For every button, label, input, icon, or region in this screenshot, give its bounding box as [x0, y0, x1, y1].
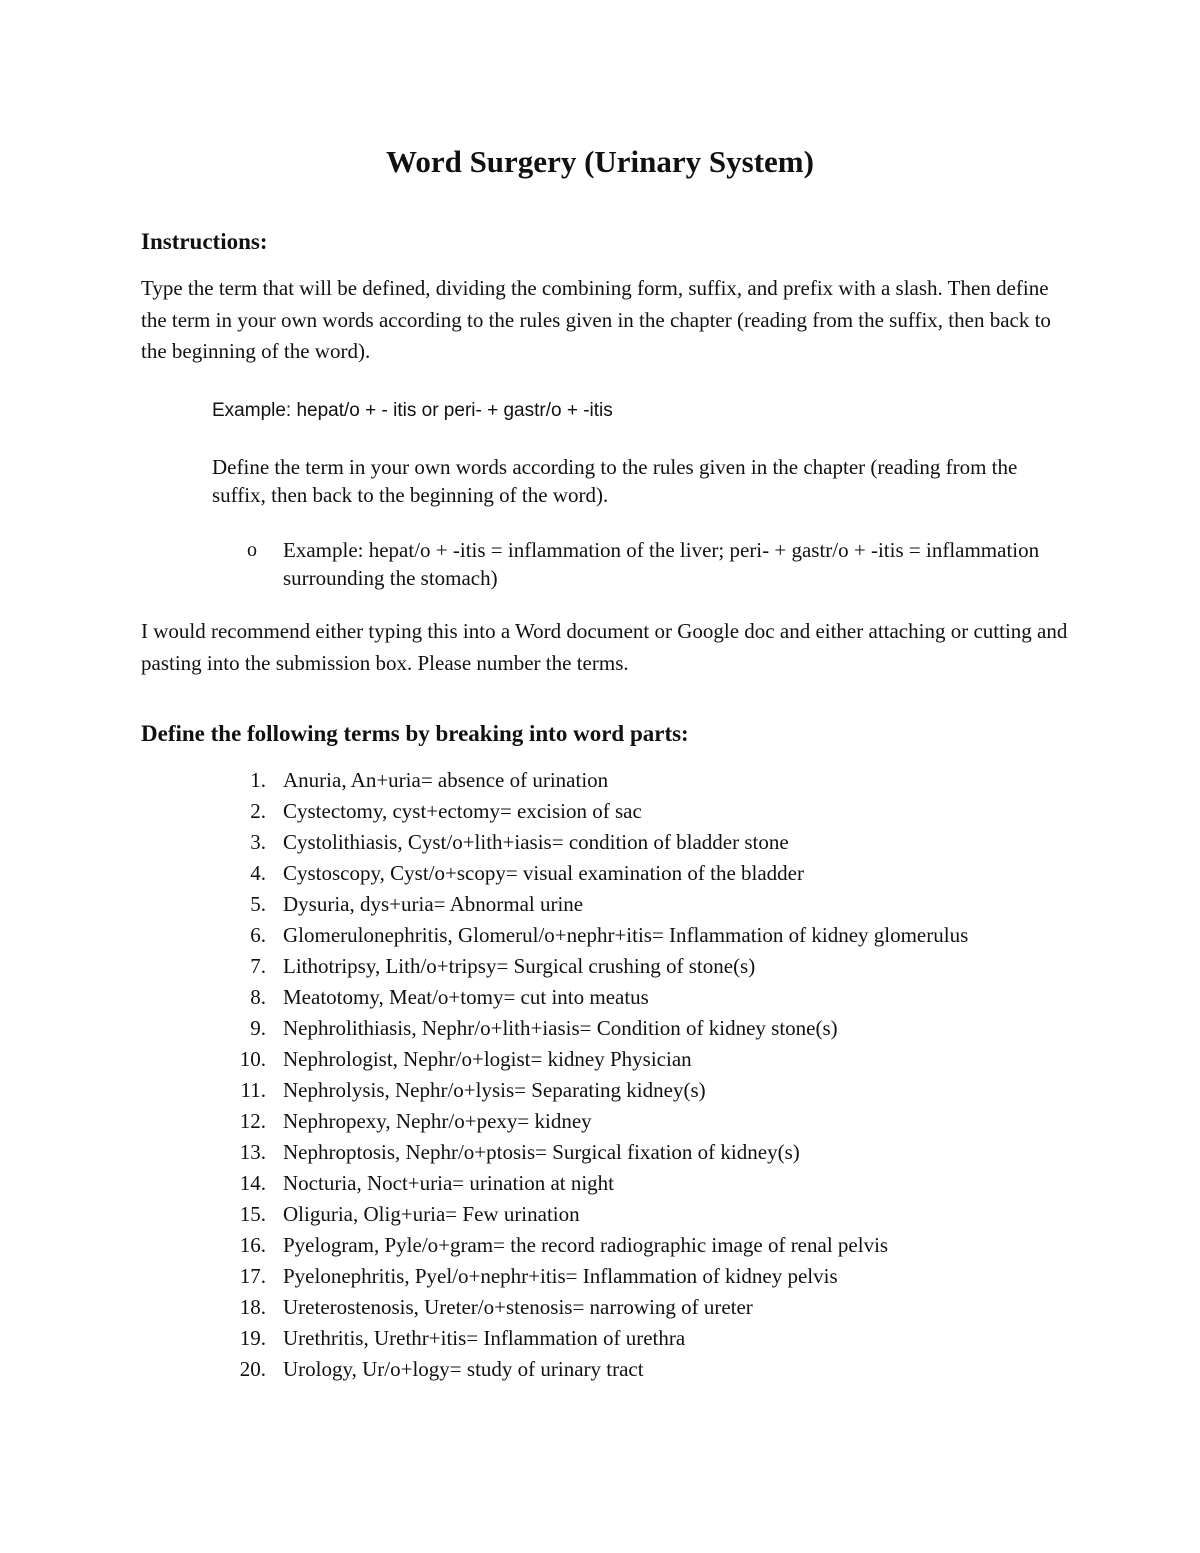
term-definition: Glomerulonephritis, Glomerul/o+nephr+itis= Inflammation of kidney glomerulus — [283, 923, 969, 947]
term-definition: Urology, Ur/o+logy= study of urinary tract — [283, 1357, 644, 1381]
terms-heading: Define the following terms by breaking into word parts: — [141, 721, 689, 746]
term-definition: Ureterostenosis, Ureter/o+stenosis= narrowing of ureter — [283, 1295, 753, 1319]
term-number: 18. — [239, 1295, 266, 1319]
term-definition: Meatotomy, Meat/o+tomy= cut into meatus — [283, 985, 649, 1009]
list-item — [0, 951, 1200, 982]
list-item — [0, 1354, 1200, 1385]
term-number: 7. — [250, 954, 266, 978]
list-item — [0, 1168, 1200, 1199]
recommendation-paragraph: I would recommend either typing this into a Word document or Google doc and either attaching or cutting and pasting into the submission box. Please number the terms. — [141, 619, 1068, 675]
bullet-marker: o — [247, 539, 257, 561]
instructions-paragraph: Type the term that will be defined, dividing the combining form, suffix, and prefix with a slash. Then define the term in your own words according to the rules given in the chapter (reading from the suffix, then back to the beginning of the word). — [141, 276, 1051, 363]
term-definition: Nephrologist, Nephr/o+logist= kidney Physician — [283, 1047, 692, 1071]
term-number: 19. — [239, 1326, 266, 1350]
term-number: 4. — [250, 861, 266, 885]
bullet-example: Example: hepat/o + -itis = inflammation of the liver; peri- + gastr/o + -itis = inflammation surrounding the stomach) — [283, 538, 1040, 590]
term-definition: Nephrolysis, Nephr/o+lysis= Separating kidney(s) — [283, 1078, 706, 1102]
term-definition: Urethritis, Urethr+itis= Inflammation of urethra — [283, 1326, 686, 1350]
term-definition: Cystolithiasis, Cyst/o+lith+iasis= condition of bladder stone — [283, 830, 789, 854]
term-number: 11. — [240, 1078, 266, 1102]
terms-list — [0, 765, 1200, 1385]
list-item — [0, 1199, 1200, 1230]
term-definition: Cystectomy, cyst+ectomy= excision of sac — [283, 799, 642, 823]
term-number: 13. — [239, 1140, 266, 1164]
list-item — [0, 1230, 1200, 1261]
example-line: Example: hepat/o + - itis or peri- + gastr/o + -itis — [212, 400, 613, 421]
list-item — [0, 889, 1200, 920]
list-item — [0, 982, 1200, 1013]
term-definition: Dysuria, dys+uria= Abnormal urine — [283, 892, 584, 916]
term-number: 15. — [239, 1202, 266, 1226]
define-instruction: Define the term in your own words according to the rules given in the chapter (reading from the suffix, then back to the beginning of the word). — [212, 455, 1018, 507]
term-number: 14. — [239, 1171, 266, 1195]
term-number: 1. — [250, 768, 266, 792]
term-definition: Oliguria, Olig+uria= Few urination — [283, 1202, 580, 1226]
term-definition: Pyelonephritis, Pyel/o+nephr+itis= Inflammation of kidney pelvis — [283, 1264, 838, 1288]
list-item — [0, 858, 1200, 889]
term-number: 6. — [250, 923, 266, 947]
term-definition: Pyelogram, Pyle/o+gram= the record radiographic image of renal pelvis — [283, 1233, 889, 1257]
list-item — [0, 1323, 1200, 1354]
list-item — [0, 1013, 1200, 1044]
list-item — [0, 1075, 1200, 1106]
list-item — [0, 920, 1200, 951]
term-number: 16. — [239, 1233, 266, 1257]
term-number: 17. — [239, 1264, 266, 1288]
list-item — [0, 1137, 1200, 1168]
list-item — [0, 796, 1200, 827]
term-definition: Anuria, An+uria= absence of urination — [283, 768, 609, 792]
term-definition: Nocturia, Noct+uria= urination at night — [283, 1171, 615, 1195]
term-number: 9. — [250, 1016, 266, 1040]
list-item — [0, 1106, 1200, 1137]
term-number: 2. — [250, 799, 266, 823]
term-number: 5. — [250, 892, 266, 916]
term-definition: Nephrolithiasis, Nephr/o+lith+iasis= Condition of kidney stone(s) — [283, 1016, 838, 1040]
instructions-heading: Instructions: — [141, 229, 268, 254]
term-number: 10. — [239, 1047, 266, 1071]
list-item — [0, 1044, 1200, 1075]
list-item — [0, 765, 1200, 796]
term-definition: Nephroptosis, Nephr/o+ptosis= Surgical fixation of kidney(s) — [283, 1140, 800, 1164]
term-definition: Lithotripsy, Lith/o+tripsy= Surgical crushing of stone(s) — [283, 954, 756, 978]
term-number: 20. — [239, 1357, 266, 1381]
list-item — [0, 1292, 1200, 1323]
term-number: 3. — [250, 830, 266, 854]
term-number: 12. — [239, 1109, 266, 1133]
list-item — [0, 1261, 1200, 1292]
term-definition: Cystoscopy, Cyst/o+scopy= visual examination of the bladder — [283, 861, 805, 885]
page-title: Word Surgery (Urinary System) — [386, 144, 814, 179]
term-number: 8. — [250, 985, 266, 1009]
list-item — [0, 827, 1200, 858]
term-definition: Nephropexy, Nephr/o+pexy= kidney — [283, 1109, 592, 1133]
